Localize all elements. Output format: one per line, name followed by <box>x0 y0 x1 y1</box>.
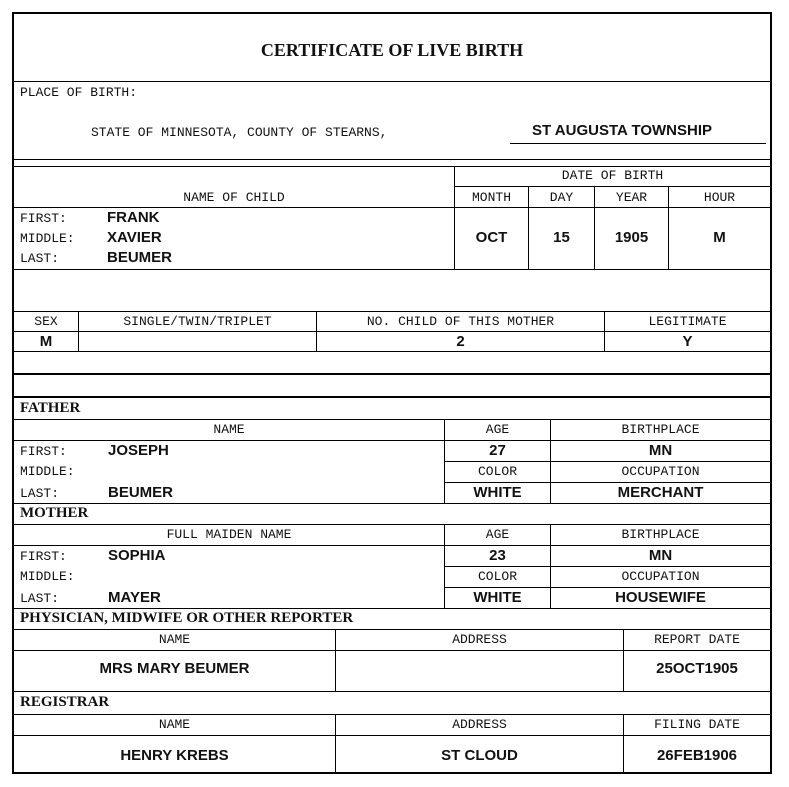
report-date-label: REPORT DATE <box>654 632 740 647</box>
divider <box>14 650 770 651</box>
registrar-name-value: HENRY KREBS <box>120 747 229 764</box>
divider <box>445 566 770 567</box>
father-heading: FATHER <box>20 400 81 416</box>
township-underline <box>510 143 766 144</box>
year-label: YEAR <box>615 190 648 205</box>
registrar-heading: REGISTRAR <box>20 694 110 710</box>
sex-value: M <box>39 333 53 350</box>
mother-last-label: LAST: <box>20 591 60 606</box>
divider <box>445 461 770 462</box>
divider <box>14 331 770 332</box>
divider <box>14 503 770 504</box>
birth-hour-value: M <box>713 229 726 246</box>
mother-birthplace-label: BIRTHPLACE <box>621 527 700 542</box>
child-last-name: BEUMER <box>107 249 173 266</box>
township-value: ST AUGUSTA TOWNSHIP <box>532 122 712 139</box>
birth-month-value: OCT <box>475 229 508 246</box>
divider <box>14 545 770 546</box>
divider <box>14 440 770 441</box>
report-date-value: 25OCT1905 <box>656 660 738 677</box>
father-birthplace-label: BIRTHPLACE <box>621 422 700 437</box>
father-first-name: JOSEPH <box>108 442 169 459</box>
child-middle-label: MIDDLE: <box>20 231 75 246</box>
registrar-address-value: ST CLOUD <box>441 747 518 764</box>
birth-year-value: 1905 <box>614 229 649 246</box>
mother-age-label: AGE <box>485 527 510 542</box>
divider <box>14 159 770 160</box>
child-number-value: 2 <box>456 333 465 350</box>
divider <box>14 207 770 208</box>
reporter-name-label: NAME <box>158 632 191 647</box>
mother-color-value: WHITE <box>473 589 522 606</box>
father-occupation-label: OCCUPATION <box>621 464 700 479</box>
father-color-label: COLOR <box>477 464 517 479</box>
divider <box>14 81 770 82</box>
divider <box>445 587 770 588</box>
mother-name-header: FULL MAIDEN NAME <box>166 527 292 542</box>
filing-date-label: FILING DATE <box>654 717 740 732</box>
divider <box>14 311 770 312</box>
mother-color-label: COLOR <box>477 569 517 584</box>
mother-last-name: MAYER <box>108 589 161 606</box>
child-middle-name: XAVIER <box>107 229 162 246</box>
child-last-label: LAST: <box>20 251 60 266</box>
legitimate-label: LEGITIMATE <box>648 314 727 329</box>
date-of-birth-header: DATE OF BIRTH <box>561 168 664 183</box>
divider <box>14 524 770 525</box>
reporter-name-value: MRS MARY BEUMER <box>99 660 250 677</box>
certificate-title: CERTIFICATE OF LIVE BIRTH <box>260 40 524 60</box>
father-middle-label: MIDDLE: <box>20 464 75 479</box>
mother-heading: MOTHER <box>20 505 89 521</box>
divider <box>14 351 770 352</box>
reporter-heading: PHYSICIAN, MIDWIFE OR OTHER REPORTER <box>20 610 354 626</box>
registrar-address-label: ADDRESS <box>452 717 507 732</box>
day-label: DAY <box>549 190 574 205</box>
father-birthplace-value: MN <box>648 442 673 459</box>
father-age-label: AGE <box>485 422 510 437</box>
state-county-text: STATE OF MINNESOTA, COUNTY OF STEARNS, <box>91 125 388 140</box>
hour-label: HOUR <box>703 190 736 205</box>
section-divider <box>14 373 770 375</box>
birth-day-value: 15 <box>553 229 570 246</box>
divider <box>445 482 770 483</box>
father-occupation-value: MERCHANT <box>617 484 704 501</box>
child-first-name: FRANK <box>107 209 160 226</box>
divider <box>14 419 770 420</box>
month-label: MONTH <box>471 190 511 205</box>
mother-first-label: FIRST: <box>20 549 67 564</box>
name-of-child-header: NAME OF CHILD <box>183 190 285 205</box>
divider <box>14 629 770 630</box>
father-last-label: LAST: <box>20 486 60 501</box>
reporter-address-label: ADDRESS <box>452 632 507 647</box>
child-first-label: FIRST: <box>20 211 67 226</box>
mother-age-value: 23 <box>489 547 506 564</box>
child-number-label: NO. CHILD OF THIS MOTHER <box>366 314 555 329</box>
mother-occupation-label: OCCUPATION <box>621 569 700 584</box>
father-first-label: FIRST: <box>20 444 67 459</box>
filing-date-value: 26FEB1906 <box>656 747 738 764</box>
birth-certificate <box>12 12 772 774</box>
mother-first-name: SOPHIA <box>108 547 166 564</box>
father-age-value: 27 <box>489 442 506 459</box>
divider <box>455 186 770 187</box>
mother-occupation-value: HOUSEWIFE <box>615 589 706 606</box>
father-color-value: WHITE <box>473 484 522 501</box>
registrar-name-label: NAME <box>158 717 191 732</box>
divider <box>14 166 770 167</box>
divider <box>14 691 770 692</box>
legitimate-value: Y <box>682 333 693 350</box>
plurality-label: SINGLE/TWIN/TRIPLET <box>123 314 272 329</box>
divider <box>14 269 770 270</box>
divider <box>14 714 770 715</box>
mother-birthplace-value: MN <box>648 547 673 564</box>
father-name-header: NAME <box>213 422 245 437</box>
divider <box>14 608 770 609</box>
divider <box>14 735 770 736</box>
father-last-name: BEUMER <box>108 484 174 501</box>
mother-middle-label: MIDDLE: <box>20 569 75 584</box>
place-of-birth-label: PLACE OF BIRTH: <box>20 85 138 100</box>
section-divider <box>14 396 770 398</box>
sex-label: SEX <box>34 314 58 329</box>
